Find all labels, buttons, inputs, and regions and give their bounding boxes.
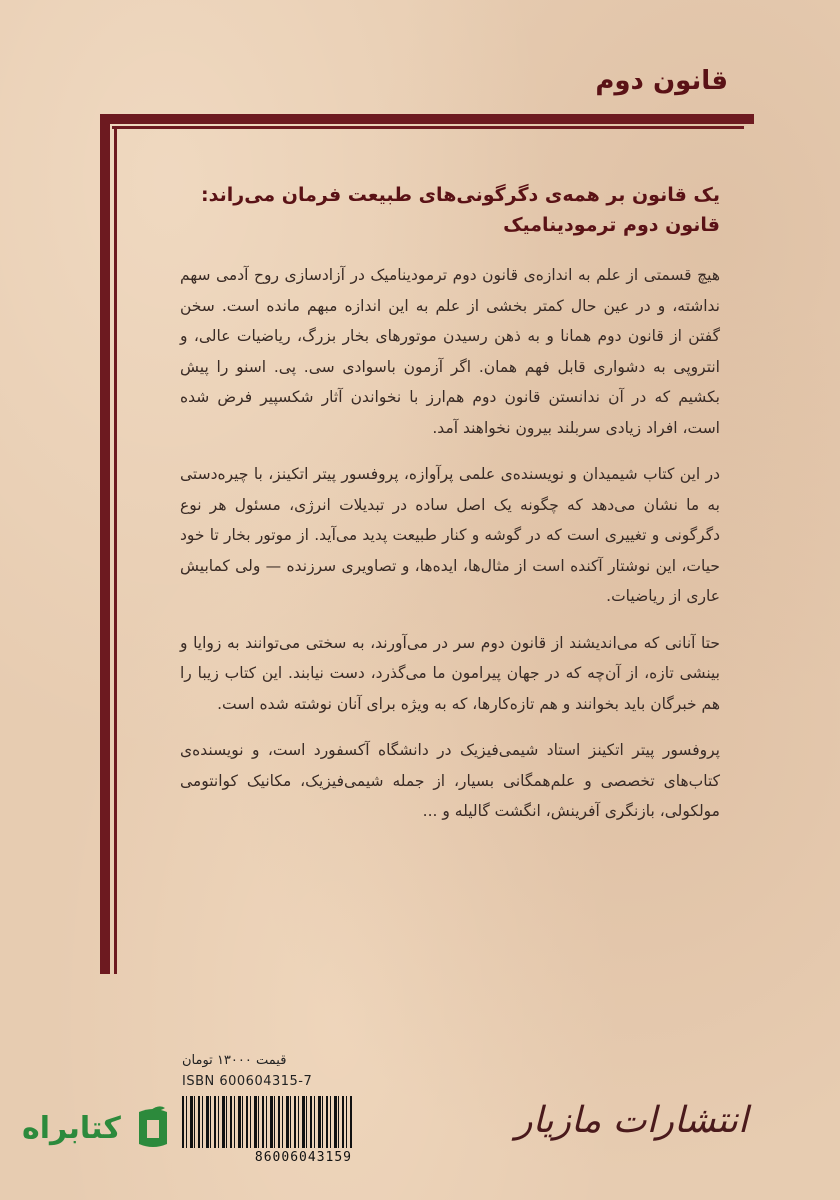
frame-top-line [112,126,744,129]
book-title: قانون دوم [595,66,728,96]
paragraph-2: در این کتاب شیمیدان و نویسنده‌ی علمی پرآوازه، پروفسور پیتر اتکینز، با چیره‌دستی به ما نشان می‌دهد که چگونه یک اصل ساده در تبدیلات انرژی، مسئول هر نوع دگرگونی و تغییری است که در گوشه و کنار طبیعت پدید می‌آید. از موتور بخار تا خود حیات، این نوشتار آکنده است از مثال‌ها، ایده‌ها، و تصاویری سرزنده — ولی کمابیش عاری از ریاضیات. [180,465,720,605]
paragraph-1: هیچ قسمتی از علم به اندازه‌ی قانون دوم ترمودینامیک در آزادسازی روح آدمی سهم نداشته، و در عین حال کمتر بخشی از علم به این اندازه مبهم مانده است. سخن گفتن از قانون دوم همانا و به ذهن رسیدن موتورهای بخار بزرگ، ریاضیات عالی، و انتروپی به دشواری قابل فهم همان. اگر آزمون باسوادی سی. پی. اسنو را پیش بکشیم که در آن ندانستن قانون دوم هم‌ارز با نخواندن آثار شکسپیر فرض شده است، افراد زیادی سربلند بیرون نخواهند آمد. [180,266,720,437]
store-logo-text: کتابراه [22,1110,121,1146]
headline [180,180,720,240]
frame-left-bar [100,114,110,974]
barcode-number: 86006043159 [254,1150,352,1165]
store-logo-icon [129,1104,177,1152]
frame-left-line [114,126,117,974]
paragraph-4: پروفسور پیتر اتکینز استاد شیمی‌فیزیک در دانشگاه آکسفورد است، و نویسنده‌ی کتاب‌های تخصصی و علم‌همگانی بسیار، از جمله شیمی‌فیزیک، مکانیک کوانتومی مولکولی، بازنگری آفرینش، انگشت گالیله و ... [180,741,720,820]
headline-line-2: قانون دوم ترمودینامیک [503,214,720,236]
price-label: قیمت ۱۳۰۰۰ تومان [182,1053,287,1068]
headline-line-1: یک قانون بر همه‌ی دگرگونی‌های طبیعت فرمان می‌راند: [201,184,720,206]
paragraph-3: حتا آنانی که می‌اندیشند از قانون دوم سر در می‌آورند، به سختی می‌توانند به زوایا و بینشی تازه، از آن‌چه که در جهان پیرامون ما می‌گذرد، دست نیابند. این کتاب زیبا را هم خبرگان باید بخوانند و هم تازه‌کارها، که به ویژه برای آنان نوشته شده است. [180,633,720,713]
blurb-content [180,180,720,843]
isbn-label: ISBN 600604315-7 [182,1074,313,1089]
frame-top-bar [100,114,754,124]
store-logo [22,1098,222,1158]
publisher-logo: انتشارات مازیار [515,1100,748,1141]
